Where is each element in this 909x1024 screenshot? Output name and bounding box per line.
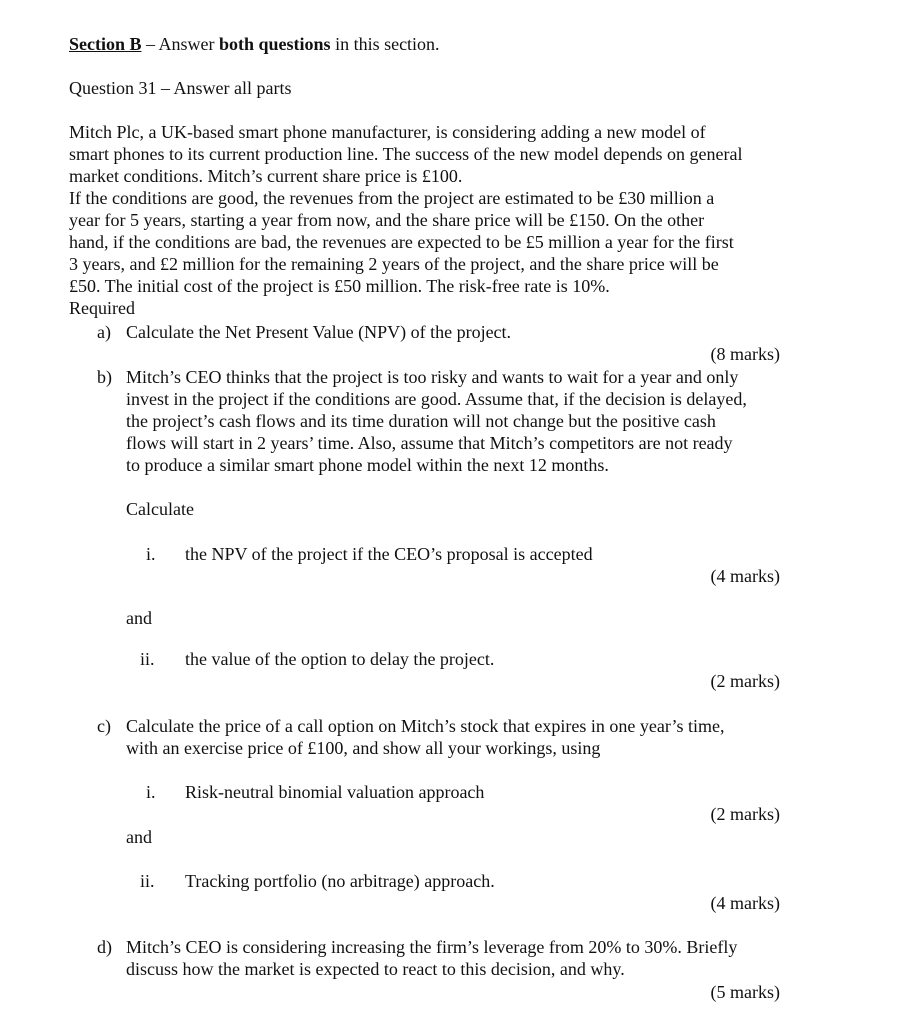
part-a-label: a) xyxy=(97,322,111,342)
intro-paragraph xyxy=(69,121,799,319)
intro-line: If the conditions are good, the revenues from the project are estimated to be £30 million a xyxy=(69,188,715,208)
part-c-line: with an exercise price of £100, and show all your workings, using xyxy=(126,738,601,758)
part-c-ii-label: ii. xyxy=(140,871,155,891)
section-both: both questions xyxy=(219,34,331,54)
part-b-text xyxy=(126,366,747,476)
part-c-i-label: i. xyxy=(146,782,156,802)
part-b-i-label: i. xyxy=(146,544,156,564)
intro-line: 3 years, and £2 million for the remaining 2 years of the project, and the share price will be xyxy=(69,254,719,274)
part-b-line: to produce a similar smart phone model within the next 12 months. xyxy=(126,455,609,475)
part-b-line: the project’s cash flows and its time duration will not change but the positive cash xyxy=(126,411,716,431)
intro-line: hand, if the conditions are bad, the revenues are expected to be £5 million a year for the first xyxy=(69,232,734,252)
section-rest: in this section. xyxy=(330,34,440,54)
part-c-i-text: Risk-neutral binomial valuation approach xyxy=(185,782,485,802)
part-b-calculate: Calculate xyxy=(126,499,194,519)
intro-line: year for 5 years, starting a year from now, and the share price will be £150. On the other xyxy=(69,210,705,230)
part-d-label: d) xyxy=(97,937,112,957)
part-b-label: b) xyxy=(97,367,112,387)
part-b-line: flows will start in 2 years’ time. Also, assume that Mitch’s competitors are not ready xyxy=(126,433,733,453)
part-c-text xyxy=(126,715,725,759)
part-d-line: Mitch’s CEO is considering increasing the firm’s leverage from 20% to 30%. Briefly xyxy=(126,937,738,957)
part-c-label: c) xyxy=(97,716,111,736)
part-d-line: discuss how the market is expected to react to this decision, and why. xyxy=(126,959,625,979)
part-c-and: and xyxy=(126,827,152,847)
part-b-i-marks: (4 marks) xyxy=(710,566,780,586)
intro-line: £50. The initial cost of the project is £50 million. The risk-free rate is 10%. xyxy=(69,276,610,296)
question-title: Question 31 – Answer all parts xyxy=(69,78,292,98)
part-b-line: invest in the project if the conditions are good. Assume that, if the decision is delayed, xyxy=(126,389,747,409)
part-d-text xyxy=(126,936,737,980)
intro-line: Mitch Plc, a UK-based smart phone manufacturer, is considering adding a new model of xyxy=(69,122,706,142)
intro-line: smart phones to its current production line. The success of the new model depends on general xyxy=(69,144,743,164)
part-a-marks: (8 marks) xyxy=(710,344,780,364)
section-dash: – Answer xyxy=(141,34,220,54)
part-d-marks: (5 marks) xyxy=(710,982,780,1002)
part-b-and: and xyxy=(126,608,152,628)
required-label: Required xyxy=(69,298,135,318)
part-b-ii-text: the value of the option to delay the project. xyxy=(185,649,495,669)
part-c-ii-text: Tracking portfolio (no arbitrage) approach. xyxy=(185,871,495,891)
section-heading xyxy=(69,33,440,55)
part-b-ii-label: ii. xyxy=(140,649,155,669)
section-label: Section B xyxy=(69,34,142,54)
part-b-i-text: the NPV of the project if the CEO’s proposal is accepted xyxy=(185,544,593,564)
part-a-text: Calculate the Net Present Value (NPV) of the project. xyxy=(126,322,512,342)
part-c-line: Calculate the price of a call option on Mitch’s stock that expires in one year’s time, xyxy=(126,716,725,736)
intro-line: market conditions. Mitch’s current share price is £100. xyxy=(69,166,463,186)
part-b-ii-marks: (2 marks) xyxy=(710,671,780,691)
part-b-line: Mitch’s CEO thinks that the project is too risky and wants to wait for a year and only xyxy=(126,367,739,387)
part-c-ii-marks: (4 marks) xyxy=(710,893,780,913)
part-c-i-marks: (2 marks) xyxy=(710,804,780,824)
